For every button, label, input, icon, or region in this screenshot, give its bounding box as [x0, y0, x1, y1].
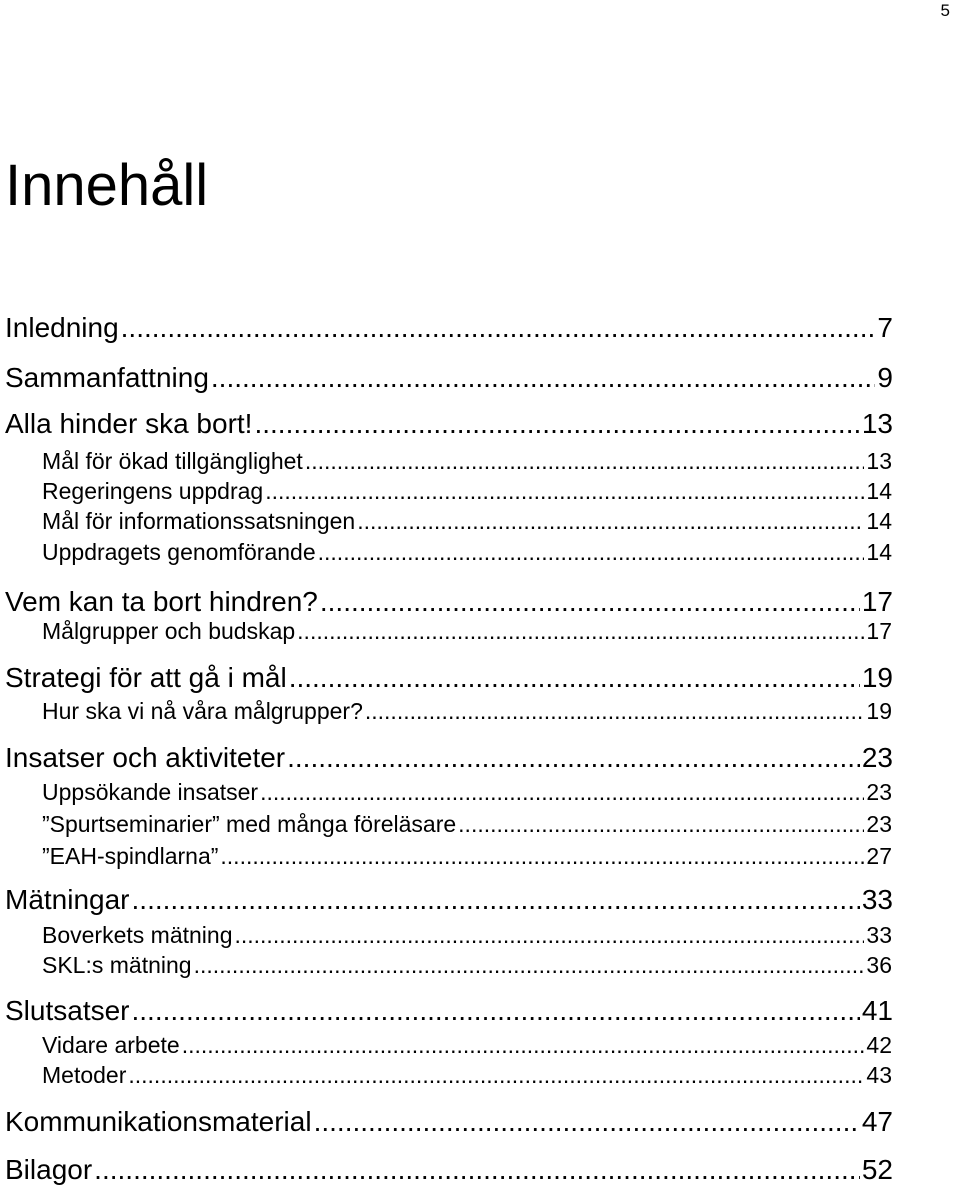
toc-entry-uppsokande-insatser[interactable] [42, 781, 892, 804]
toc-entry-bilagor[interactable] [5, 1156, 893, 1184]
dot-leader [220, 845, 864, 868]
dot-leader [314, 1108, 860, 1136]
toc-entry-malgrupper-och-budskap[interactable] [42, 620, 892, 643]
toc-entry-page: 23 [866, 779, 892, 805]
toc-entry-page: 14 [866, 508, 892, 534]
toc-entry-vem-kan-ta-bort-hindren[interactable] [5, 588, 893, 616]
dot-leader [254, 410, 859, 438]
toc-entry-page: 36 [866, 952, 892, 978]
toc-entry-text: Sammanfattning [5, 362, 209, 393]
toc-entry-text: Boverkets mätning [42, 922, 233, 948]
toc-entry-text: ”Spurtseminarier” med många föreläsare [42, 811, 457, 837]
dot-leader [305, 450, 865, 473]
dot-leader [357, 510, 864, 533]
toc-entry-page: 52 [861, 1154, 893, 1185]
toc-entry-page: 23 [861, 742, 893, 773]
toc-entry-skl-matning[interactable] [42, 954, 892, 977]
dot-leader [260, 781, 864, 804]
toc-entry-page: 17 [866, 618, 892, 644]
toc-entry-matningar[interactable] [5, 886, 893, 914]
dot-leader [94, 1156, 860, 1184]
dot-leader [182, 1034, 865, 1057]
toc-entry-text: Bilagor [5, 1154, 93, 1185]
page-title: Innehåll [5, 153, 209, 218]
toc-entry-slutsatser[interactable] [5, 997, 893, 1025]
dot-leader [211, 364, 876, 392]
toc-entry-eah-spindlarna[interactable] [42, 845, 892, 868]
toc-entry-page: 33 [861, 884, 893, 915]
toc-entry-page: 13 [866, 448, 892, 474]
toc-entry-text: Mål för informationssatsningen [42, 508, 356, 534]
toc-entry-page: 23 [866, 811, 892, 837]
toc-entry-text: Vem kan ta bort hindren? [5, 586, 318, 617]
dot-leader [265, 480, 864, 503]
toc-entry-text: Målgrupper och budskap [42, 618, 296, 644]
toc-entry-insatser-och-aktiviteter[interactable] [5, 744, 893, 772]
page-number: 5 [940, 1, 950, 20]
toc-entry-text: Metoder [42, 1062, 127, 1088]
toc-entry-text: Kommunikationsmaterial [5, 1106, 312, 1137]
toc-entry-page: 47 [861, 1106, 893, 1137]
toc-entry-text: Regeringens uppdrag [42, 478, 264, 504]
toc-entry-page: 9 [877, 362, 893, 393]
toc-entry-text: Uppsökande insatser [42, 779, 259, 805]
dot-leader [297, 620, 864, 643]
toc-entry-mal-informationssatsningen[interactable] [42, 510, 892, 533]
toc-entry-metoder[interactable] [42, 1064, 892, 1087]
toc-entry-page: 27 [866, 843, 892, 869]
toc-entry-spurtseminarier[interactable] [42, 813, 892, 836]
dot-leader [194, 954, 865, 977]
dot-leader [287, 744, 860, 772]
dot-leader [365, 700, 865, 723]
toc-entry-text: Hur ska vi nå våra målgrupper? [42, 698, 363, 724]
toc-entry-text: ”EAH-spindlarna” [42, 843, 219, 869]
dot-leader [128, 1064, 864, 1087]
toc-entry-kommunikationsmaterial[interactable] [5, 1108, 893, 1136]
toc-entry-uppdragets-genomforande[interactable] [42, 541, 892, 564]
toc-entry-mal-tillganglighet[interactable] [42, 450, 892, 473]
toc-entry-text: Alla hinder ska bort! [5, 408, 253, 439]
toc-entry-text: Slutsatser [5, 995, 130, 1026]
dot-leader [132, 886, 860, 914]
dot-leader [132, 997, 860, 1025]
toc-entry-page: 13 [861, 408, 893, 439]
toc-entry-page: 19 [866, 698, 892, 724]
toc-entry-page: 14 [866, 478, 892, 504]
toc-entry-alla-hinder[interactable] [5, 410, 893, 438]
toc-entry-text: Vidare arbete [42, 1032, 180, 1058]
toc-entry-strategi[interactable] [5, 664, 893, 692]
toc-entry-boverkets-matning[interactable] [42, 924, 892, 947]
toc-entry-page: 41 [861, 995, 893, 1026]
toc-entry-text: Uppdragets genomförande [42, 539, 316, 565]
toc-entry-text: Inledning [5, 312, 119, 343]
toc-entry-inledning[interactable] [5, 314, 893, 342]
toc-entry-text: Mål för ökad tillgänglighet [42, 448, 303, 474]
toc-entry-page: 43 [866, 1062, 892, 1088]
toc-entry-page: 7 [877, 312, 893, 343]
dot-leader [121, 314, 876, 342]
toc-entry-sammanfattning[interactable] [5, 364, 893, 392]
dot-leader [318, 541, 865, 564]
toc-entry-text: Mätningar [5, 884, 130, 915]
toc-entry-regeringens-uppdrag[interactable] [42, 480, 892, 503]
toc-entry-page: 33 [866, 922, 892, 948]
toc-entry-text: SKL:s mätning [42, 952, 192, 978]
toc-entry-page: 17 [861, 586, 893, 617]
toc-entry-text: Strategi för att gå i mål [5, 662, 287, 693]
dot-leader [234, 924, 864, 947]
toc-entry-page: 42 [866, 1032, 892, 1058]
dot-leader [458, 813, 864, 836]
toc-entry-text: Insatser och aktiviteter [5, 742, 286, 773]
toc-entry-page: 19 [861, 662, 893, 693]
toc-entry-page: 14 [866, 539, 892, 565]
toc-entry-vidare-arbete[interactable] [42, 1034, 892, 1057]
dot-leader [289, 664, 860, 692]
toc-entry-hur-ska-vi-na[interactable] [42, 700, 892, 723]
dot-leader [320, 588, 860, 616]
